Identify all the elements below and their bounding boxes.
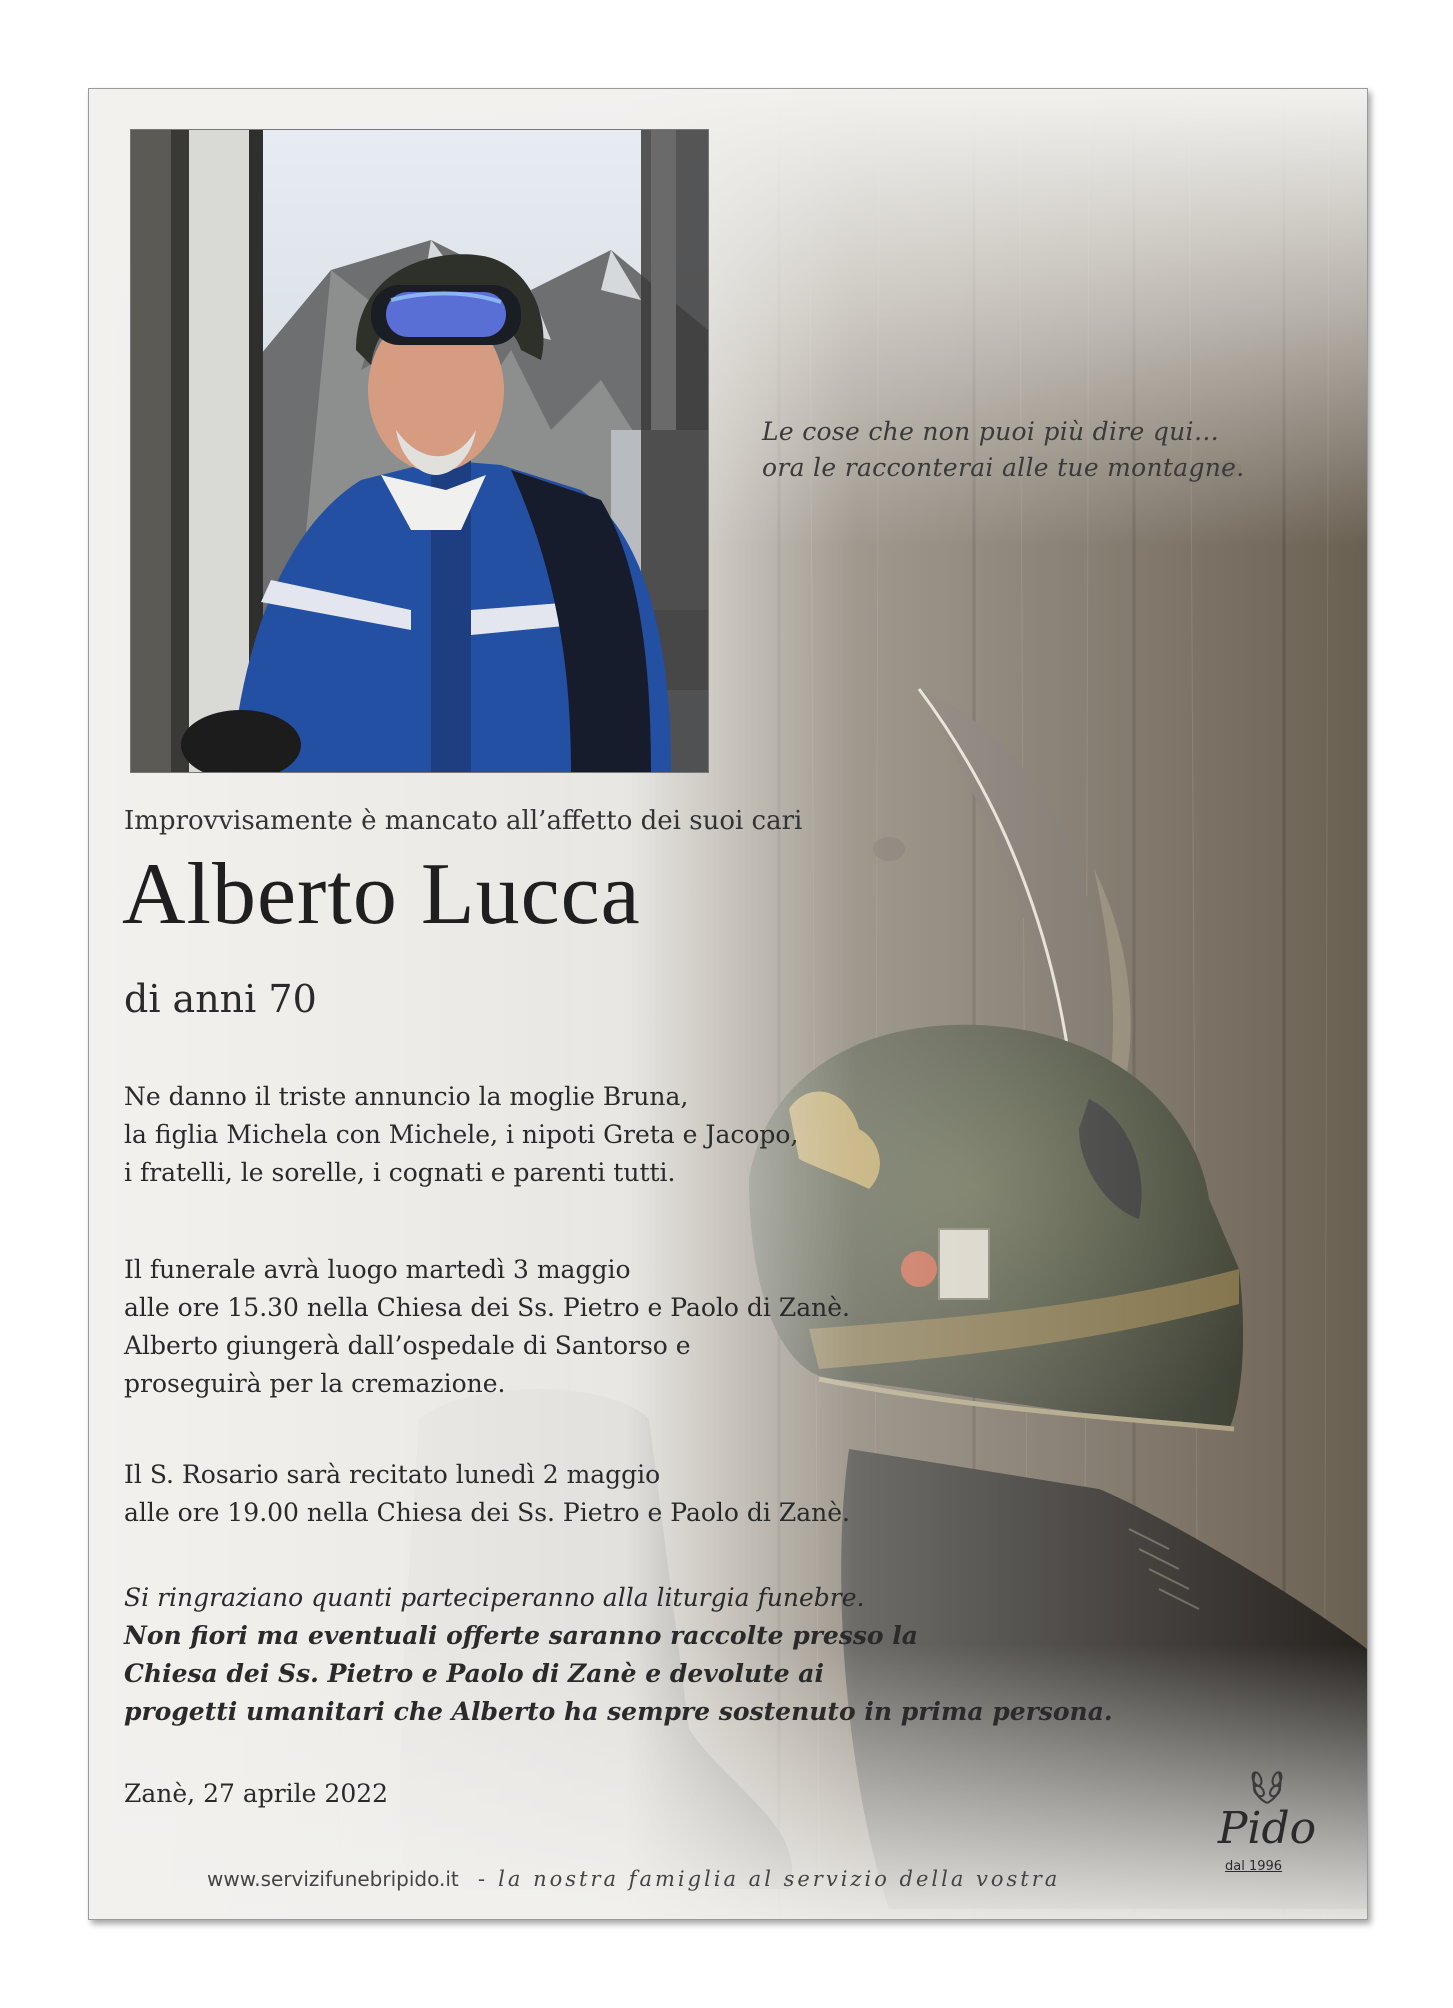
logo-brand: Pido [1217, 1803, 1317, 1854]
deceased-name: Alberto Lucca [122, 846, 641, 943]
funeral-paragraph [124, 1251, 850, 1403]
deceased-age: di anni 70 [124, 977, 317, 1021]
pido-logo [1197, 1769, 1337, 1879]
portrait-image [131, 130, 708, 772]
footer-separator: - [477, 1867, 486, 1891]
rosary-line: Il S. Rosario sarà recitato lunedì 2 maggio [124, 1460, 661, 1489]
funeral-line: proseguirà per la cremazione. [124, 1369, 506, 1398]
announcement-paragraph [124, 1078, 798, 1192]
logo-since: dal 1996 [1225, 1859, 1283, 1874]
announcement-line: la figlia Michela con Michele, i nipoti Greta e Jacopo, [124, 1120, 799, 1149]
rosary-line: alle ore 19.00 nella Chiesa dei Ss. Pietro e Paolo di Zanè. [124, 1498, 850, 1527]
portrait-photo [130, 129, 709, 773]
thanks-line: Si ringraziano quanti parteciperanno alla liturgia funebre. [124, 1583, 865, 1612]
donation-line: Chiesa dei Ss. Pietro e Paolo di Zanè e devolute ai [124, 1659, 824, 1688]
announcement-line: i fratelli, le sorelle, i cognati e parenti tutti. [124, 1158, 676, 1187]
funeral-line: Il funerale avrà luogo martedì 3 maggio [124, 1255, 631, 1284]
donation-line: Non fiori ma eventuali offerte saranno raccolte presso la [124, 1621, 919, 1650]
quote-line-1: Le cose che non puoi più dire qui… [762, 417, 1220, 446]
footer [207, 1867, 1060, 1891]
memorial-quote [762, 414, 1245, 486]
donation-line: progetti umanitari che Alberto ha sempre sostenuto in prima persona. [124, 1697, 1113, 1726]
rosary-paragraph [124, 1456, 850, 1532]
funeral-line: Alberto giungerà dall’ospedale di Santorso e [124, 1331, 691, 1360]
quote-line-2: ora le racconterai alle tue montagne. [762, 453, 1245, 482]
website-link[interactable]: www.servizifunebripido.it [207, 1867, 459, 1891]
obituary-card [88, 88, 1368, 1920]
intro-text: Improvvisamente è mancato all’affetto dei suoi cari [124, 806, 803, 836]
laurel-icon [1245, 1769, 1289, 1805]
footer-slogan: la nostra famiglia al servizio della vostra [498, 1867, 1061, 1891]
thanks-paragraph [124, 1579, 1113, 1731]
funeral-line: alle ore 15.30 nella Chiesa dei Ss. Pietro e Paolo di Zanè. [124, 1293, 850, 1322]
announcement-line: Ne danno il triste annuncio la moglie Bruna, [124, 1082, 689, 1111]
place-date: Zanè, 27 aprile 2022 [124, 1779, 389, 1808]
